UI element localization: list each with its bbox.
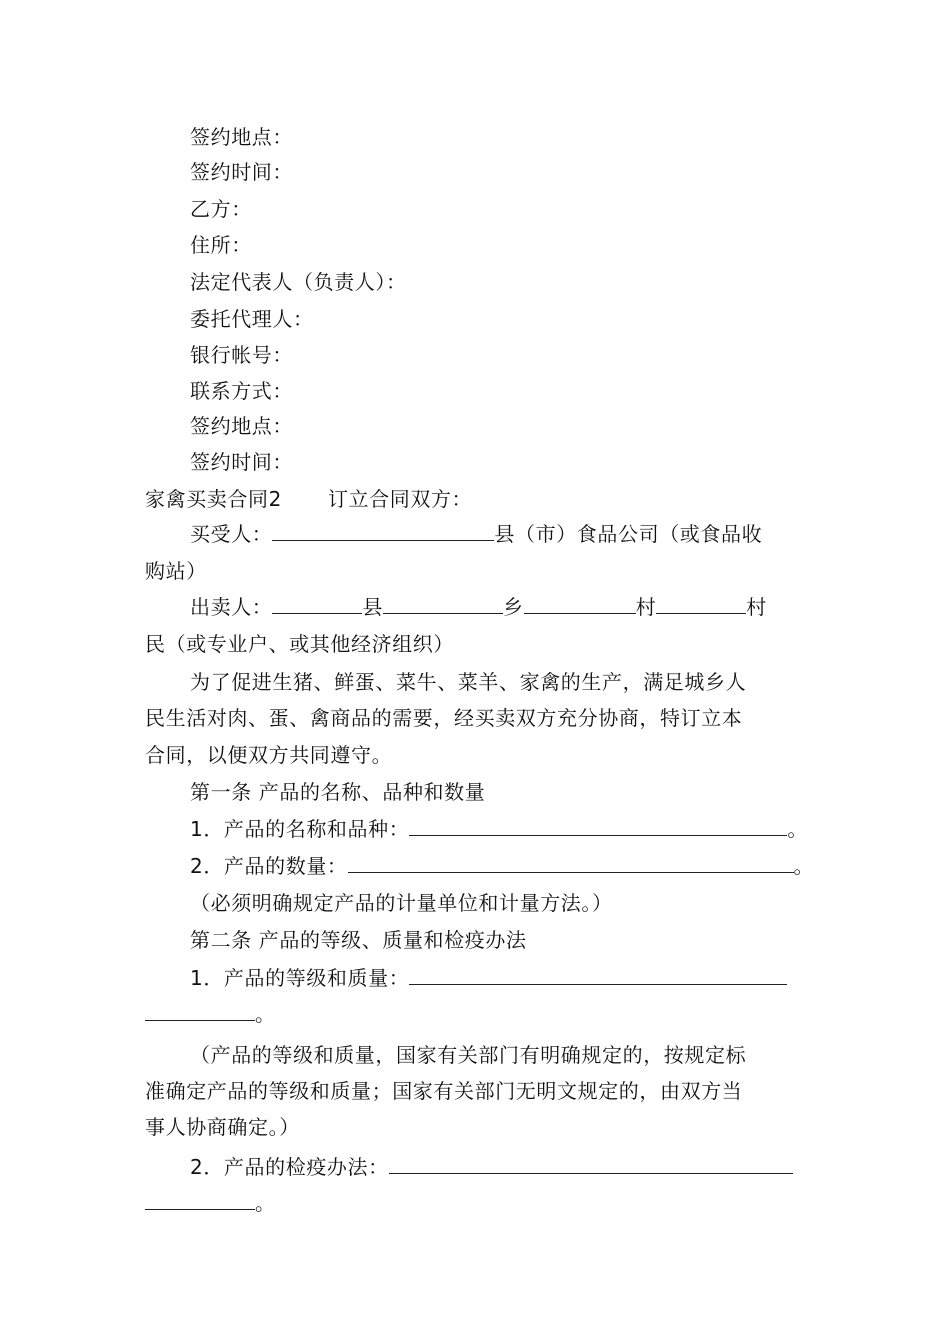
address: 住所： <box>190 233 252 257</box>
signing-place-1: 签约地点： <box>190 125 293 149</box>
article-2-item-1-cont: 。 <box>145 1000 276 1028</box>
article-2-item-2: 2．产品的检疫办法： <box>190 1153 793 1181</box>
parties-heading: 订立合同双方： <box>327 487 473 511</box>
article-2-note-line-3: 事人协商确定。） <box>145 1115 300 1139</box>
article-2-item-1: 1．产品的等级和质量： <box>190 964 787 992</box>
contract-title: 家禽买卖合同2 <box>145 487 282 511</box>
signing-time-2: 签约时间： <box>190 450 293 474</box>
article-2-item-2-cont: 。 <box>145 1189 276 1217</box>
signing-time-1: 签约时间： <box>190 160 293 184</box>
legal-representative: 法定代表人（负责人）： <box>190 270 407 294</box>
article-2-note-line-1: （产品的等级和质量，国家有关部门有明确规定的，按规定标 <box>190 1043 747 1067</box>
authorized-agent: 委托代理人： <box>190 307 314 331</box>
preamble-line-3: 合同，以便双方共同遵守。 <box>145 743 393 767</box>
article-1-item-2: 2．产品的数量： 。 <box>190 854 815 878</box>
contract-heading <box>145 485 472 513</box>
article-2-heading: 第二条 产品的等级、质量和检疫办法 <box>190 928 527 952</box>
seller-line: 出卖人： 县 乡 村 村 <box>190 595 767 619</box>
bank-account: 银行帐号： <box>190 343 293 367</box>
buyer-line: 买受人： 县（市）食品公司（或食品收 <box>190 522 763 546</box>
article-1-note: （必须明确规定产品的计量单位和计量方法。） <box>190 891 613 915</box>
article-1-item-1: 1．产品的名称和品种： 。 <box>190 817 808 841</box>
seller-line-cont: 民（或专业户、或其他经济组织） <box>145 632 454 656</box>
preamble-line-1: 为了促进生猪、鲜蛋、菜牛、菜羊、家禽的生产，满足城乡人 <box>190 670 747 694</box>
signing-place-2: 签约地点： <box>190 414 293 438</box>
preamble-line-2: 民生活对肉、蛋、禽商品的需要，经买卖双方充分协商，特订立本 <box>145 706 743 730</box>
buyer-blank <box>272 520 494 541</box>
article-1-heading: 第一条 产品的名称、品种和数量 <box>190 780 486 804</box>
buyer-line-cont: 购站） <box>145 559 207 583</box>
contact-info: 联系方式： <box>190 379 293 403</box>
party-b: 乙方： <box>190 197 252 221</box>
article-2-note-line-2: 准确定产品的等级和质量；国家有关部门无明文规定的，由双方当 <box>145 1079 743 1103</box>
